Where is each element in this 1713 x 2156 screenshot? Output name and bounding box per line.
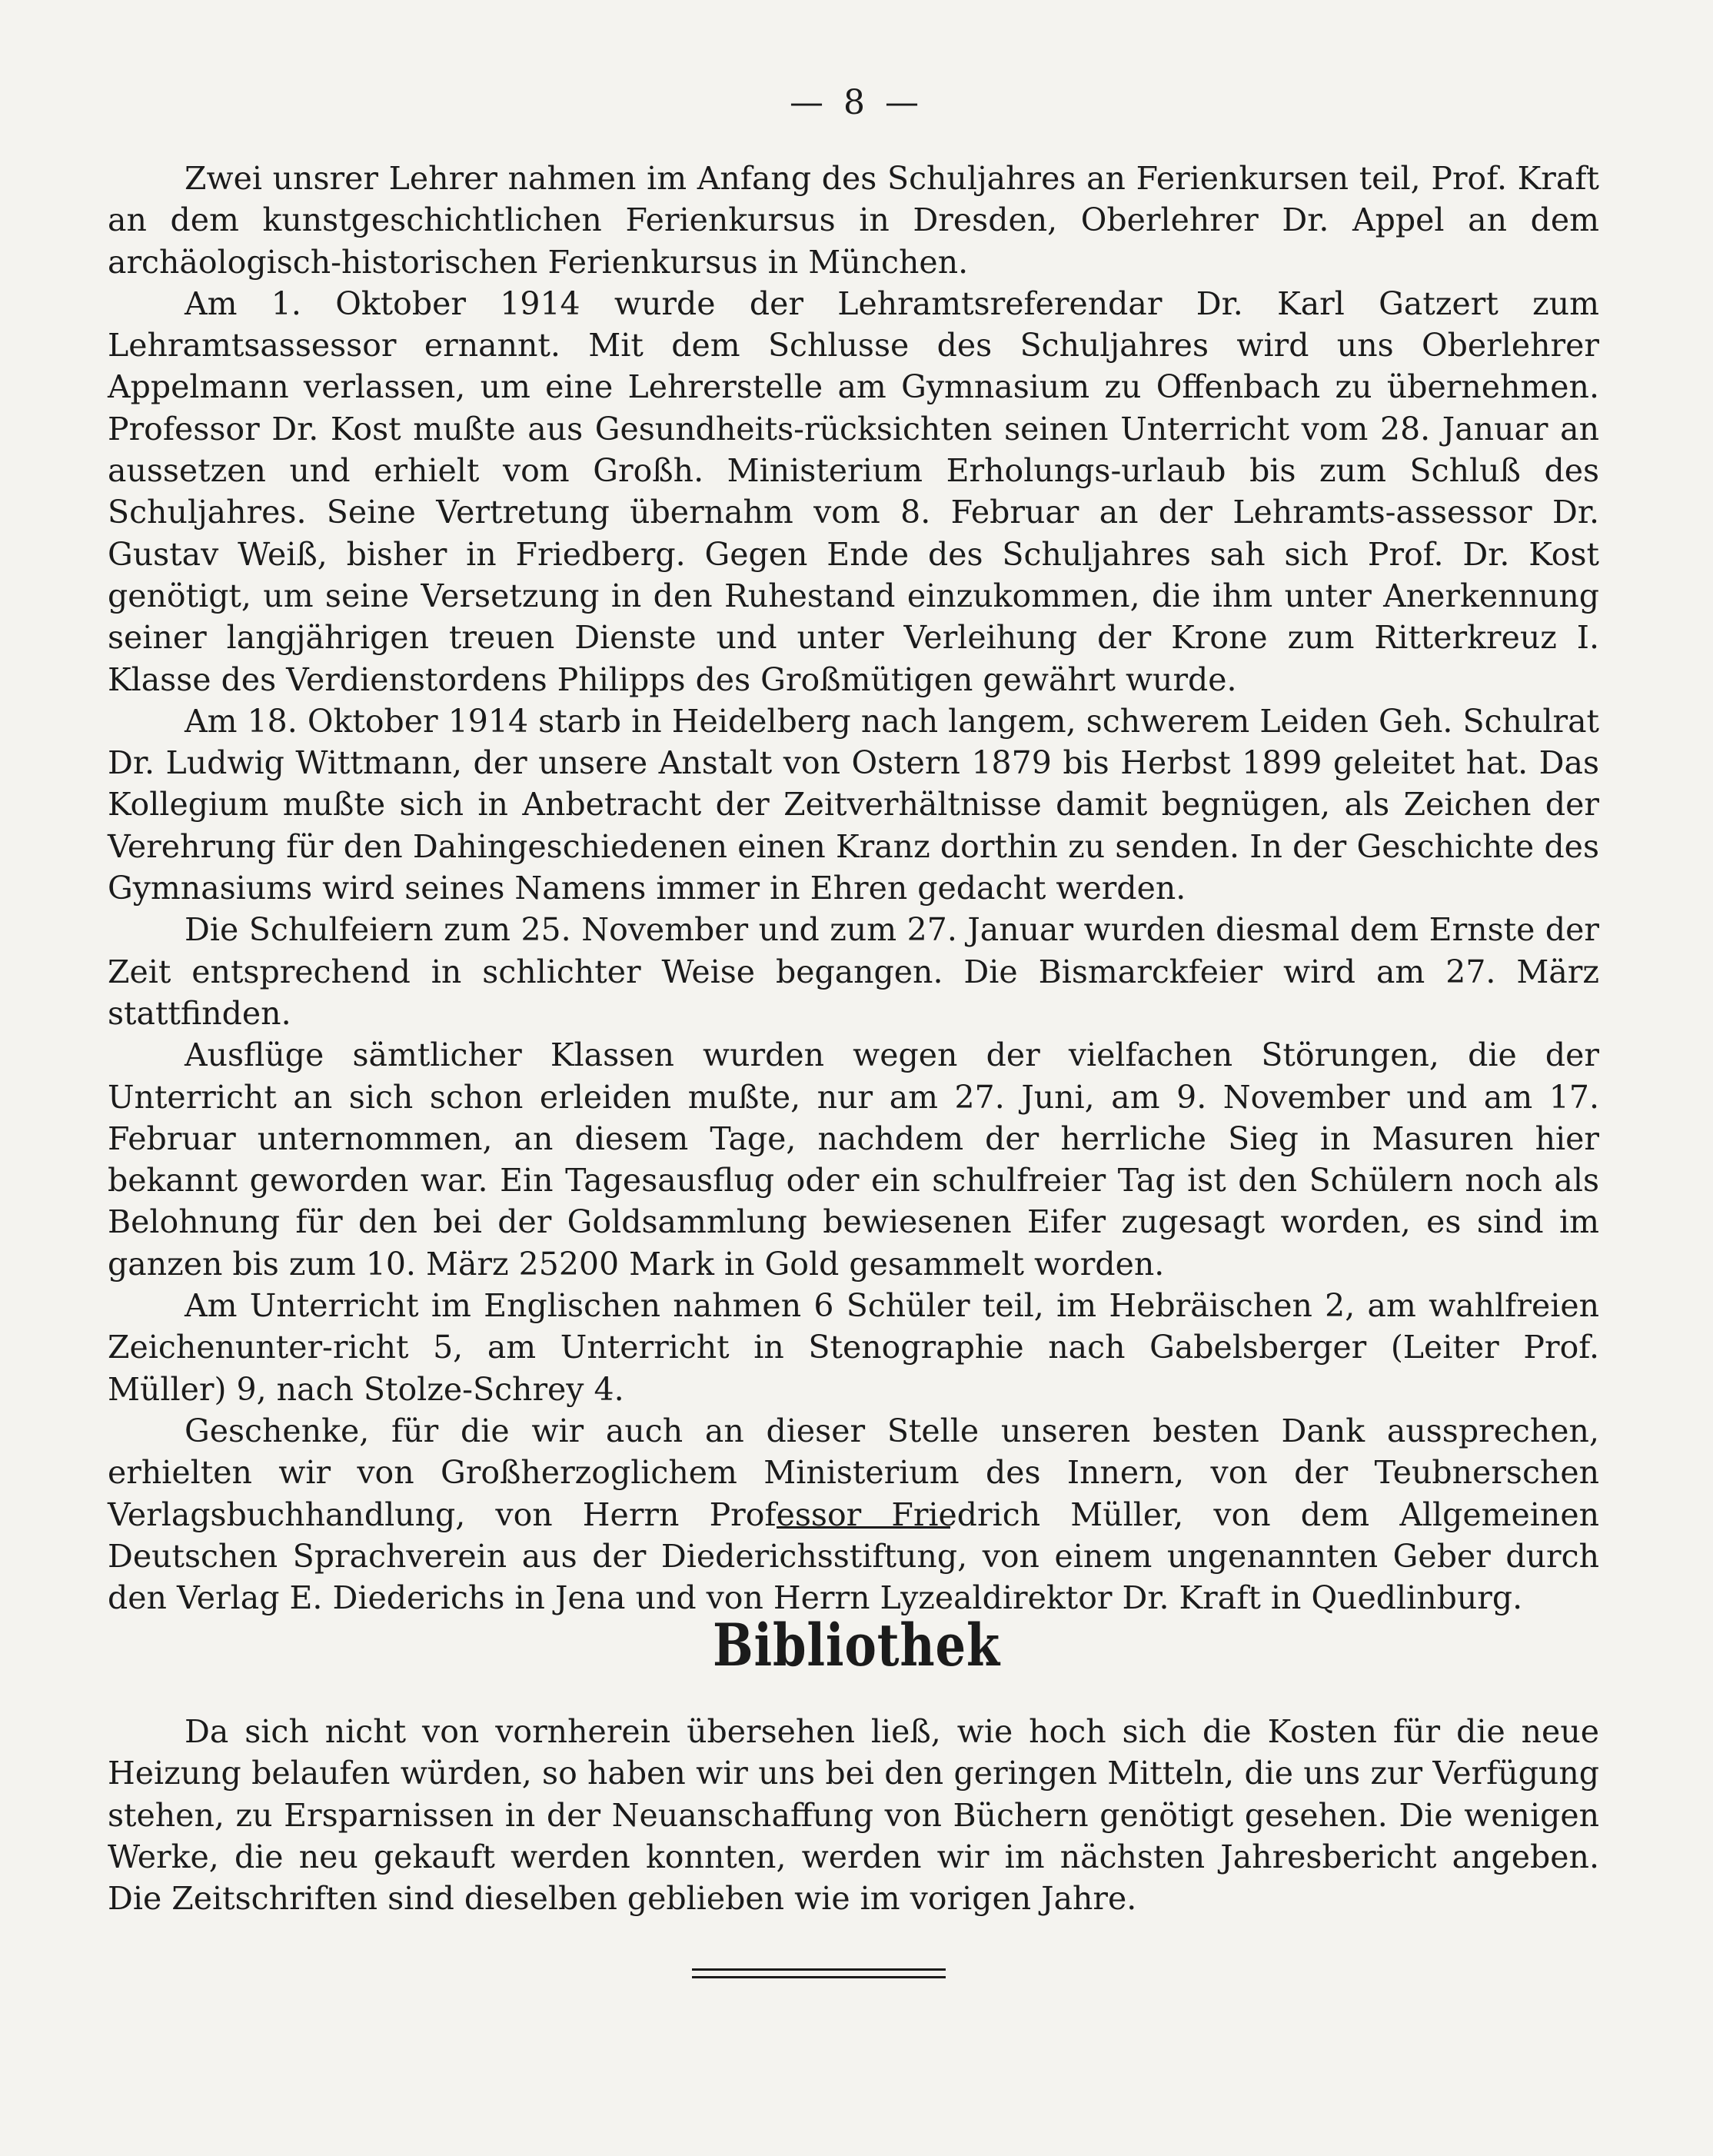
paragraph-optional-courses: Am Unterricht im Englischen nahmen 6 Schüler teil, im Hebräischen 2, am wahlfreien Zeichenunter-richt 5, am Unterricht in Stenographie nach Gabelsberger (Leiter Prof. Müller) 9, nach Stolze-Schrey 4.	[108, 1287, 1599, 1408]
paragraph-school-celebrations: Die Schulfeiern zum 25. November und zum 27. Januar wurden diesmal dem Ernste der Zeit entsprechend in schlichter Weise begangen. Die Bismarckfeier wird am 27. März stattfinden.	[108, 911, 1599, 1032]
paragraph-library: Da sich nicht von vornherein übersehen ließ, wie hoch sich die Kosten für die neue Heizung belaufen würden, so haben wir uns bei den geringen Mitteln, die uns zur Verfügung stehen, zu Ersparnissen in der Neuanschaffung von Büchern genötigt gesehen. Die wenigen Werke, die neu gekauft werden konnten, werden wir im nächsten Jahresbericht angeben. Die Zeitschriften sind dieselben geblieben wie im vorigen Jahre.	[108, 1713, 1599, 1918]
paragraph-holiday-courses: Zwei unsrer Lehrer nahmen im Anfang des Schuljahres an Ferienkursen teil, Prof. Kraft an dem kunstgeschichtlichen Ferienkursus in Dresden, Oberlehrer Dr. Appel an dem archäologisch-historischen Ferienkursus in München.	[108, 160, 1599, 281]
paragraph-obituary: Am 18. Oktober 1914 starb in Heidelberg nach langem, schwerem Leiden Geh. Schulrat Dr. Ludwig Wittmann, der unsere Anstalt von Ostern 1879 bis Herbst 1899 geleitet hat. Das Kollegium mußte sich in Anbetracht der Zeitverhältnisse damit begnügen, als Zeichen der Verehrung für den Dahingeschiedenen einen Kranz dorthin zu senden. In der Geschichte des Gymnasiums wird seines Namens immer in Ehren gedacht werden.	[108, 702, 1599, 907]
page-number: — 8 —	[790, 83, 923, 122]
library-section	[108, 1711, 1599, 1919]
end-rule-bottom	[692, 1976, 946, 1978]
end-rule-top	[692, 1968, 946, 1971]
paragraph-donations: Geschenke, für die wir auch an dieser Stelle unseren besten Dank aussprechen, erhielten wir von Großherzoglichem Ministerium des Innern, von der Teubnerschen Verlagsbuchhandlung, von Herrn Professor Friedrich Müller, von dem Allgemeinen Deutschen Sprachverein aus der Diederichsstiftung, von einem ungenannten Geber durch den Verlag E. Diederichs in Jena und von Herrn Lyzealdirektor Dr. Kraft in Quedlinburg.	[108, 1412, 1599, 1617]
section-divider	[777, 1526, 950, 1529]
section-heading-library: Bibliothek	[713, 1611, 1000, 1679]
paragraph-staff-changes: Am 1. Oktober 1914 wurde der Lehramtsreferendar Dr. Karl Gatzert zum Lehramtsassessor ernannt. Mit dem Schlusse des Schuljahres wird uns Oberlehrer Appelmann verlassen, um eine Lehrerstelle am Gymnasium zu Offenbach zu übernehmen. Professor Dr. Kost mußte aus Gesundheits-rücksichten seinen Unterricht vom 28. Januar an aussetzen und erhielt vom Großh. Ministerium Erholungs-urlaub bis zum Schluß des Schuljahres. Seine Vertretung übernahm vom 8. Februar an der Lehramts-assessor Dr. Gustav Weiß, bisher in Friedberg. Gegen Ende des Schuljahres sah sich Prof. Dr. Kost genötigt, um seine Versetzung in den Ruhestand einzukommen, die ihm unter Anerkennung seiner langjährigen treuen Dienste und unter Verleihung der Krone zum Ritterkreuz I. Klasse des Verdienstordens Philipps des Großmütigen gewährt wurde.	[108, 284, 1599, 698]
paragraph-excursions: Ausflüge sämtlicher Klassen wurden wegen der vielfachen Störungen, die der Unterricht an sich schon erleiden mußte, nur am 27. Juni, am 9. November und am 17. Februar unternommen, an diesem Tage, nachdem der herrliche Sieg in Masuren hier bekannt geworden war. Ein Tagesausflug oder ein schulfreier Tag ist den Schülern noch als Belohnung für den bei der Goldsammlung bewiesenen Eifer zugesagt worden, es sind im ganzen bis zum 10. März 25200 Mark in Gold gesammelt worden.	[108, 1036, 1599, 1283]
school-news-section	[108, 158, 1599, 1619]
